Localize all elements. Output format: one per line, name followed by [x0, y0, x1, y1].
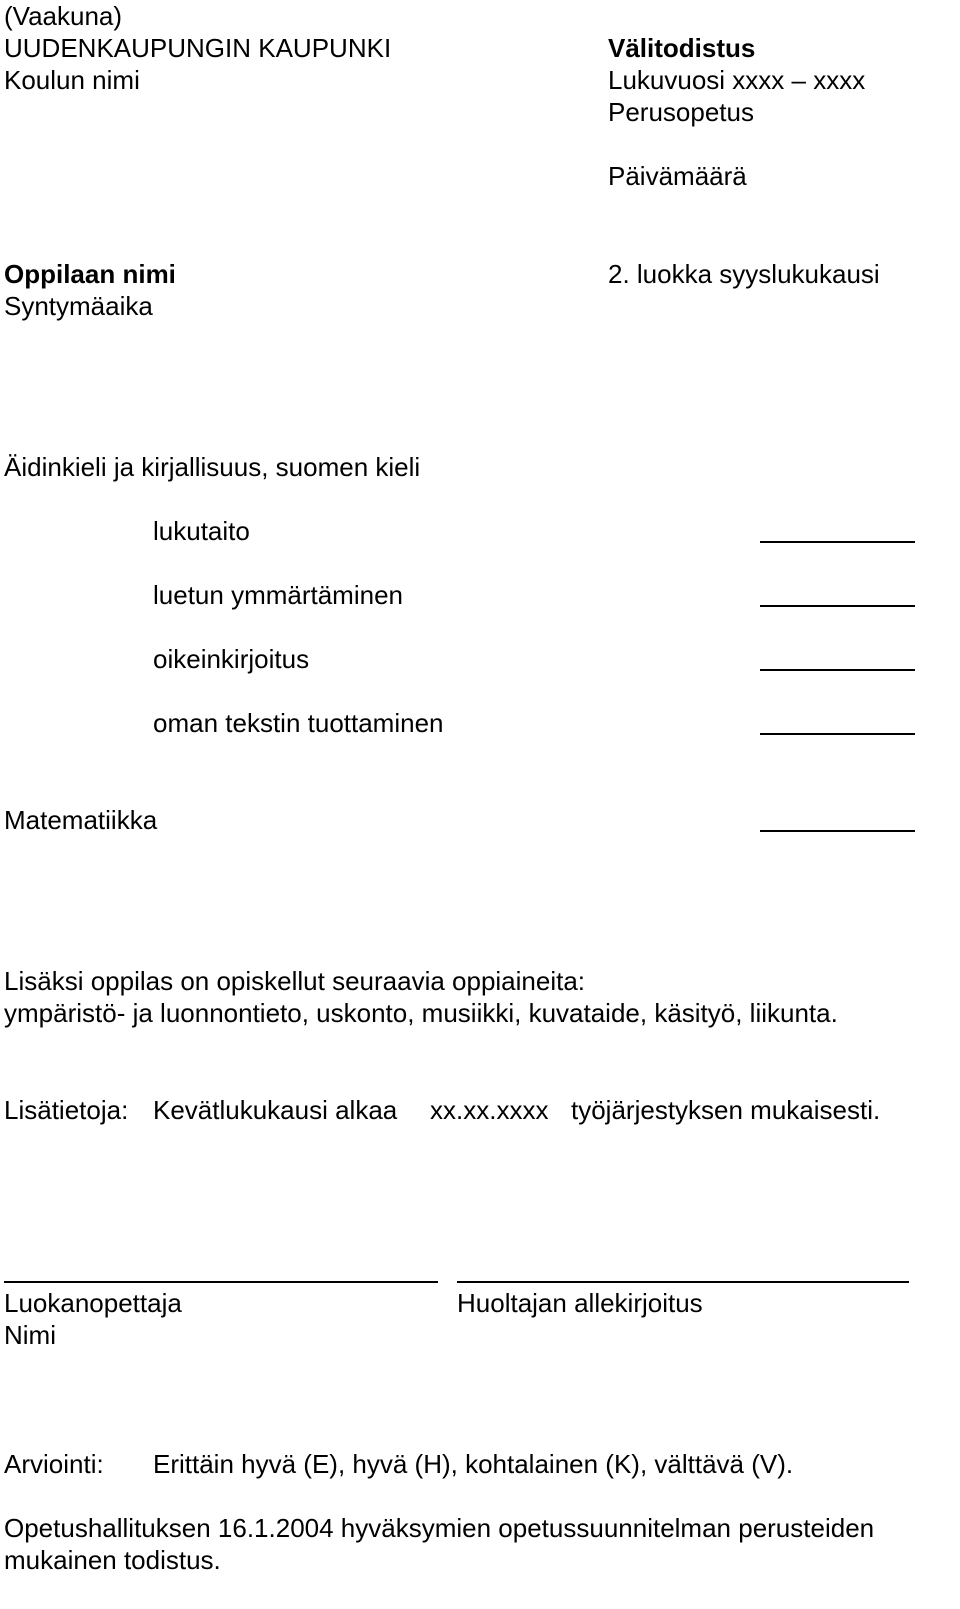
teacher-label: Luokanopettaja [4, 1288, 182, 1318]
subject-item-writing: oman tekstin tuottaminen [153, 708, 444, 738]
teacher-signature-line [4, 1281, 438, 1283]
info-text-end: työjärjestyksen mukaisesti. [571, 1095, 881, 1125]
subject-item-comprehension: luetun ymmärtäminen [153, 580, 403, 610]
info-label: Lisätietoja: [4, 1095, 129, 1125]
grade-line-spelling [760, 669, 915, 671]
document-title: Välitodistus [608, 33, 756, 63]
school-year: Lukuvuosi xxxx – xxxx [608, 65, 866, 95]
footer-line-2: mukainen todistus. [4, 1545, 221, 1575]
school-name: Koulun nimi [4, 65, 140, 95]
info-date: xx.xx.xxxx [430, 1095, 549, 1125]
municipality-name: UUDENKAUPUNGIN KAUPUNKI [4, 33, 392, 63]
grading-scale: Erittäin hyvä (E), hyvä (H), kohtalainen (K), välttävä (V). [153, 1449, 794, 1479]
guardian-signature-line [457, 1281, 909, 1283]
subject-item-spelling: oikeinkirjoitus [153, 644, 310, 674]
guardian-signature-label: Huoltajan allekirjoitus [457, 1288, 703, 1318]
grading-label: Arviointi: [4, 1449, 104, 1479]
crest-placeholder: (Vaakuna) [4, 1, 123, 31]
student-name-label: Oppilaan nimi [4, 259, 176, 289]
additional-subjects-list: ympäristö- ja luonnontieto, uskonto, musiikki, kuvataide, käsityö, liikunta. [4, 998, 838, 1028]
grade-line-writing [760, 733, 915, 735]
additional-subjects-intro: Lisäksi oppilas on opiskellut seuraavia oppiaineita: [4, 966, 586, 996]
subject-item-reading: lukutaito [153, 516, 250, 546]
teacher-name: Nimi [4, 1320, 56, 1350]
info-text-start: Kevätlukukausi alkaa [153, 1095, 398, 1125]
subject-math: Matematiikka [4, 805, 158, 835]
birth-date-label: Syntymäaika [4, 291, 153, 321]
footer-line-1: Opetushallituksen 16.1.2004 hyväksymien opetussuunnitelman perusteiden [4, 1513, 875, 1543]
education-type: Perusopetus [608, 97, 754, 127]
date-label: Päivämäärä [608, 161, 747, 191]
grade-line-comprehension [760, 605, 915, 607]
term-label: 2. luokka syyslukukausi [608, 259, 880, 289]
grade-line-reading [760, 541, 915, 543]
subject-mother-tongue: Äidinkieli ja kirjallisuus, suomen kieli [4, 452, 421, 482]
grade-line-math [760, 830, 915, 832]
